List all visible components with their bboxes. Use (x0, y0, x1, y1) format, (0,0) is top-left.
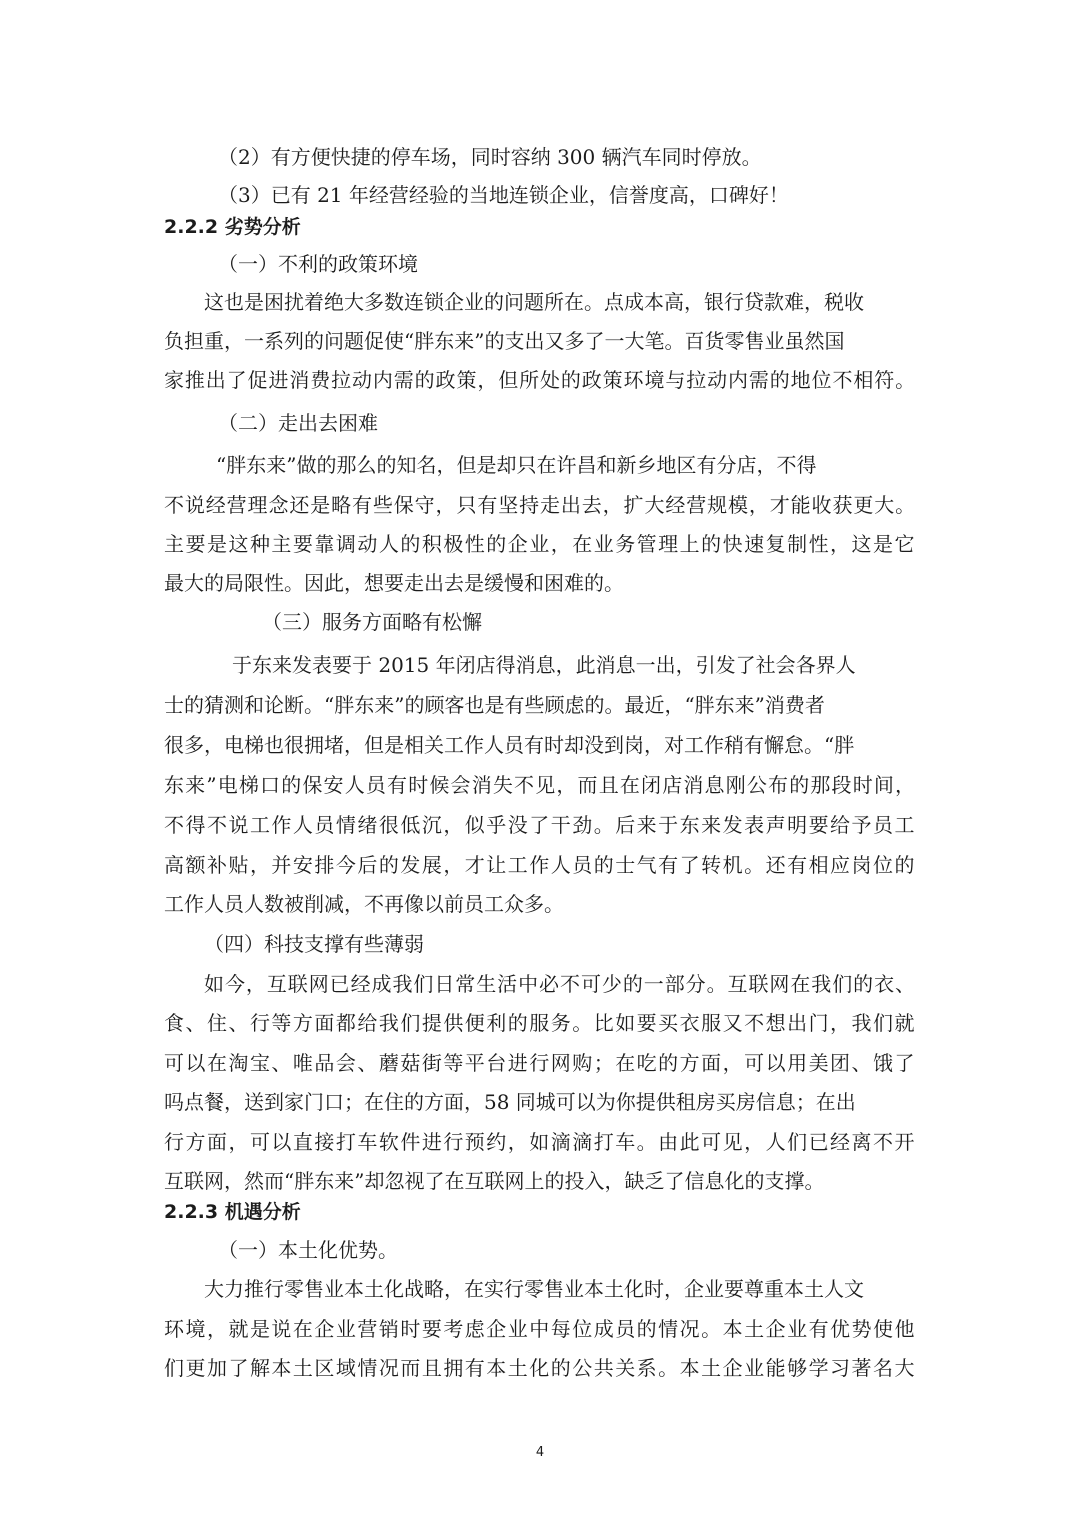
paragraph-line: 吗点餐，送到家门口；在住的方面，58 同城可以为你提供租房买房信息；在出 (164, 1090, 856, 1114)
section-heading: 2.2.3 机遇分析 (164, 1201, 301, 1223)
paragraph-line: 不得不说工作人员情绪很低沉，似乎没了干劲。后来于东来发表声明要给予员工 (164, 813, 916, 837)
paragraph-line: 很多，电梯也很拥堵，但是相关工作人员有时却没到岗，对工作稍有懈怠。“胖 (164, 733, 855, 757)
paragraph-line: 食、住、行等方面都给我们提供便利的服务。比如要买衣服又不想出门，我们就 (164, 1011, 916, 1035)
subheading-line: （一）本土化优势。 (218, 1238, 398, 1262)
paragraph-line: 高额补贴，并安排今后的发展，才让工作人员的士气有了转机。还有相应岗位的 (164, 853, 916, 877)
paragraph-line: 不说经营理念还是略有些保守，只有坚持走出去，扩大经营规模，才能收获更大。 (164, 493, 916, 517)
paragraph-line: 工作人员人数被削减，不再像以前员工众多。 (164, 892, 564, 916)
paragraph-line: 东来”电梯口的保安人员有时候会消失不见，而且在闭店消息刚公布的那段时间， (164, 773, 917, 797)
subheading-line: （一）不利的政策环境 (218, 252, 418, 276)
paragraph-line: 这也是困扰着绝大多数连锁企业的问题所在。点成本高，银行贷款难，税收 (204, 290, 864, 314)
paragraph-line: （2）有方便快捷的停车场，同时容纳 300 辆汽车同时停放。 (218, 145, 762, 169)
paragraph-line: 士的猜测和论断。“胖东来”的顾客也是有些顾虑的。最近，“胖东来”消费者 (164, 693, 825, 717)
paragraph-line: 家推出了促进消费拉动内需的政策，但所处的政策环境与拉动内需的地位不相符。 (164, 368, 916, 392)
paragraph-line: 负担重，一系列的问题促使“胖东来”的支出又多了一大笔。百货零售业虽然国 (164, 329, 845, 353)
paragraph-line: 主要是这种主要靠调动人的积极性的企业，在业务管理上的快速复制性，这是它 (164, 532, 916, 556)
paragraph-line: 可以在淘宝、唯品会、蘑菇街等平台进行网购；在吃的方面，可以用美团、饿了 (164, 1051, 916, 1075)
paragraph-line: 最大的局限性。因此，想要走出去是缓慢和困难的。 (164, 571, 624, 595)
paragraph-line: “胖东来”做的那么的知名，但是却只在许昌和新乡地区有分店，不得 (216, 453, 817, 477)
paragraph-line: 大力推行零售业本土化战略，在实行零售业本土化时，企业要尊重本土人文 (204, 1277, 864, 1301)
paragraph-line: 互联网，然而“胖东来”却忽视了在互联网上的投入，缺乏了信息化的支撑。 (164, 1169, 825, 1193)
page-number: 4 (535, 1445, 545, 1460)
subheading-line: （四）科技支撑有些薄弱 (204, 932, 424, 956)
paragraph-line: 如今，互联网已经成我们日常生活中必不可少的一部分。互联网在我们的衣、 (204, 972, 916, 996)
paragraph-line: 们更加了解本土区域情况而且拥有本土化的公共关系。本土企业能够学习著名大 (164, 1356, 916, 1380)
subheading-line: （二）走出去困难 (218, 411, 378, 435)
section-heading: 2.2.2 劣势分析 (164, 216, 301, 238)
paragraph-line: 环境，就是说在企业营销时要考虑企业中每位成员的情况。本土企业有优势使他 (164, 1317, 916, 1341)
paragraph-line: 于东来发表要于 2015 年闭店得消息，此消息一出，引发了社会各界人 (232, 653, 856, 677)
subheading-line: （三）服务方面略有松懈 (262, 610, 482, 634)
paragraph-line: （3）已有 21 年经营经验的当地连锁企业，信誉度高，口碑好！ (218, 183, 789, 207)
paragraph-line: 行方面，可以直接打车软件进行预约，如滴滴打车。由此可见，人们已经离不开 (164, 1130, 916, 1154)
